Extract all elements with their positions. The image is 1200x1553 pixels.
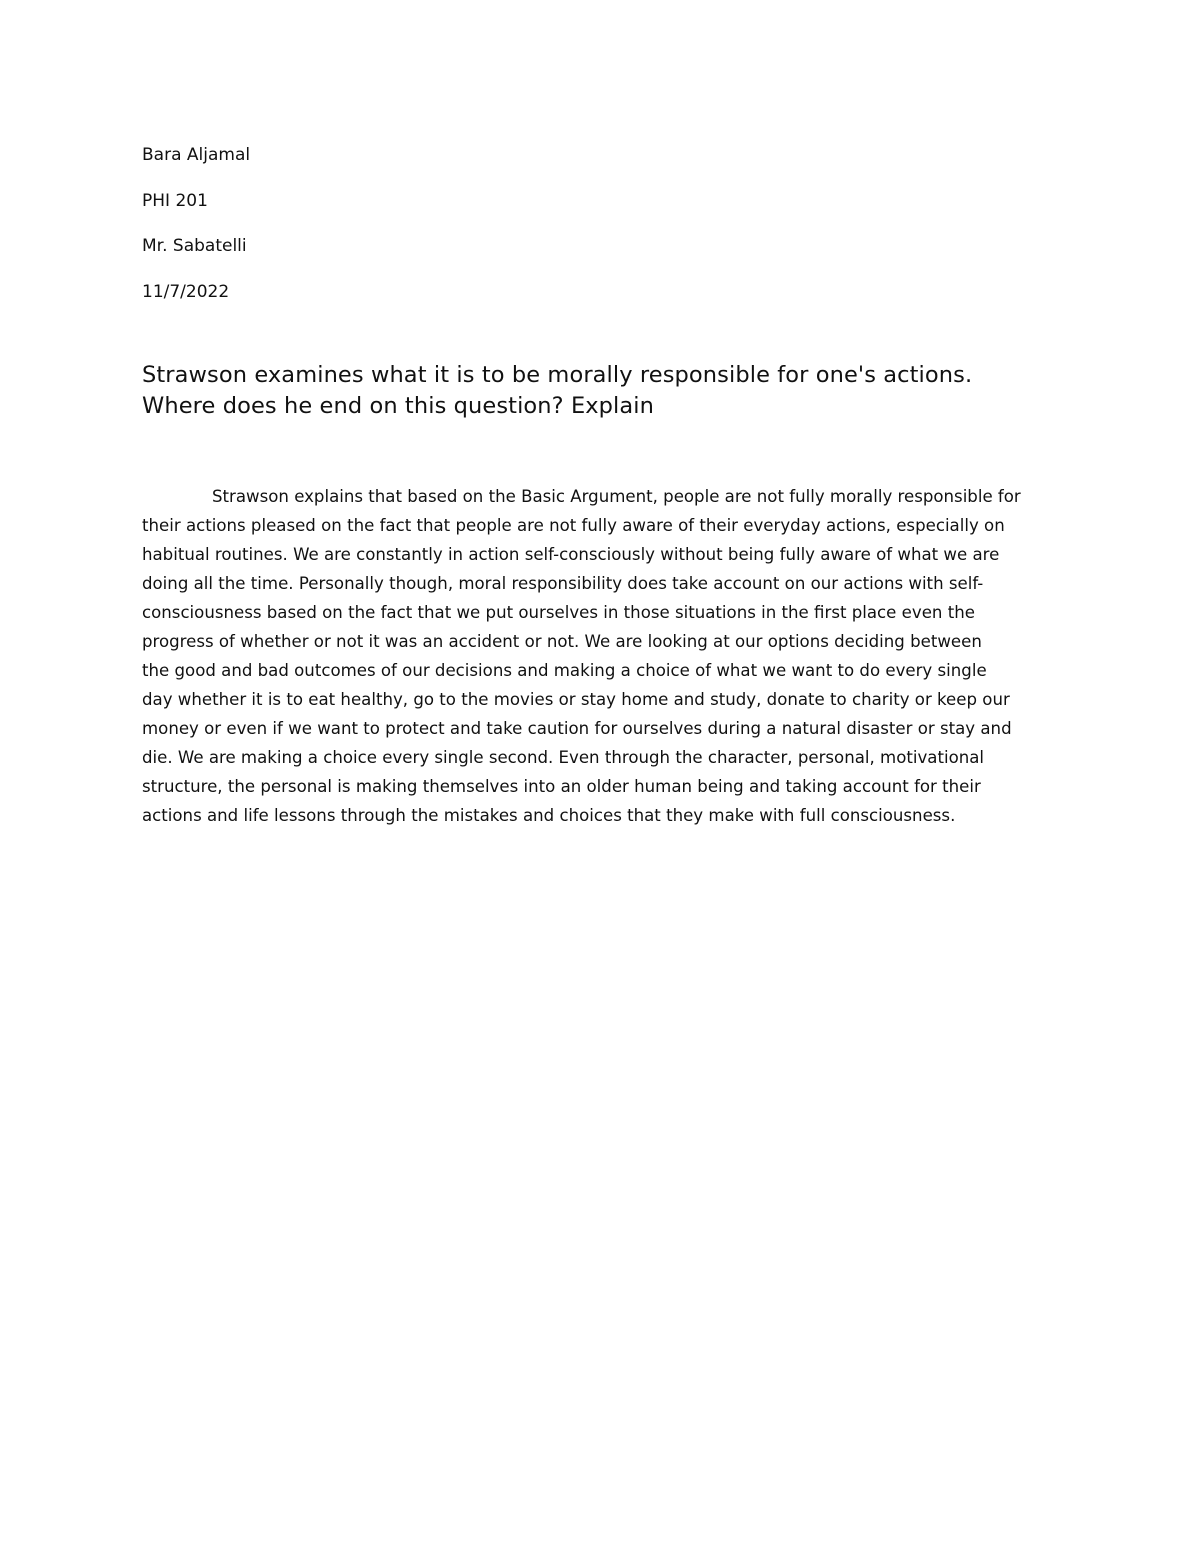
body-line: money or even if we want to protect and take caution for ourselves during a natural disaster or stay and xyxy=(142,719,1012,738)
date: 11/7/2022 xyxy=(142,281,230,302)
body-line: the good and bad outcomes of our decisions and making a choice of what we want to do every single xyxy=(142,661,987,680)
body-line: their actions pleased on the fact that people are not fully aware of their everyday actions, especially on xyxy=(142,516,1005,535)
course-code: PHI 201 xyxy=(142,190,208,211)
body-line: habitual routines. We are constantly in action self-consciously without being fully aware of what we are xyxy=(142,545,1000,564)
essay-body xyxy=(142,482,1072,830)
body-line: structure, the personal is making themselves into an older human being and taking account for their xyxy=(142,777,981,796)
body-line: die. We are making a choice every single second. Even through the character, personal, motivational xyxy=(142,748,985,767)
essay-question xyxy=(142,360,1102,422)
instructor-name: Mr. Sabatelli xyxy=(142,236,247,256)
body-line: doing all the time. Personally though, moral responsibility does take account on our actions with self- xyxy=(142,574,984,593)
body-line: actions and life lessons through the mistakes and choices that they make with full consciousness. xyxy=(142,806,956,825)
header-block xyxy=(142,143,742,325)
body-line: consciousness based on the fact that we put ourselves in those situations in the first place even the xyxy=(142,603,975,622)
body-line: Strawson explains that based on the Basic Argument, people are not fully morally responsible for xyxy=(212,487,1021,506)
student-name: Bara Aljamal xyxy=(142,145,251,165)
body-line: progress of whether or not it was an accident or not. We are looking at our options deciding between xyxy=(142,632,982,651)
body-line: day whether it is to eat healthy, go to the movies or stay home and study, donate to charity or keep our xyxy=(142,690,1010,709)
question-line: Strawson examines what it is to be morally responsible for one's actions. xyxy=(142,362,973,388)
question-line: Where does he end on this question? Explain xyxy=(142,393,655,419)
